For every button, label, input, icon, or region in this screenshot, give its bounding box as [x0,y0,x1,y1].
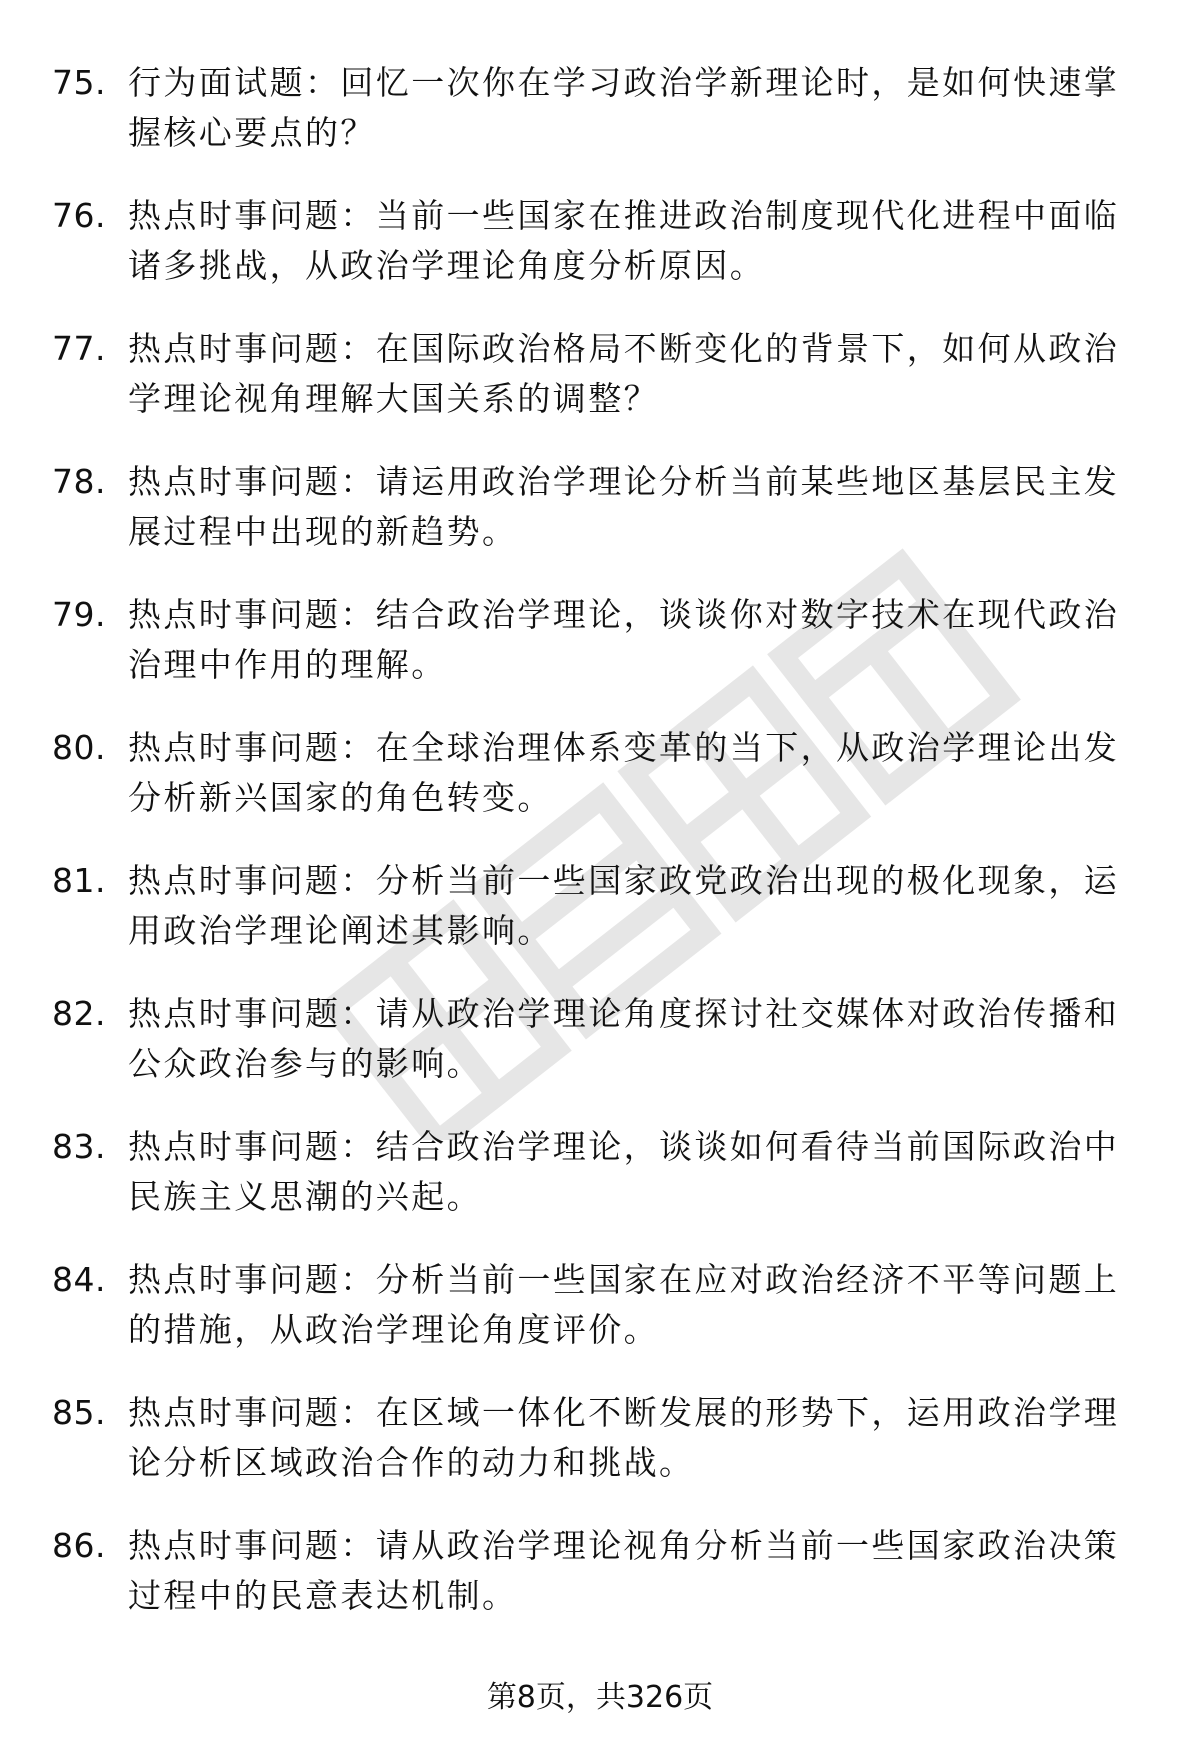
question-text: 热点时事问题：结合政治学理论，谈谈你对数字技术在现代政治治理中作用的理解。 [128,595,1120,684]
list-item [52,457,1152,557]
list-item [52,989,1152,1089]
question-number: 83. [52,1127,106,1166]
question-number: 80. [52,728,106,767]
question-number: 76. [52,196,106,235]
page-number-footer: 第8页，共326页 [486,1680,714,1715]
question-text: 热点时事问题：在国际政治格局不断变化的背景下，如何从政治学理论视角理解大国关系的调整？ [128,329,1120,418]
question-number: 77. [52,329,106,368]
list-item [52,590,1152,690]
question-number: 86. [52,1526,106,1565]
list-item [52,191,1152,291]
question-number: 78. [52,462,106,501]
question-text: 热点时事问题：请从政治学理论视角分析当前一些国家政治决策过程中的民意表达机制。 [128,1526,1120,1615]
list-item [52,856,1152,956]
question-number: 81. [52,861,106,900]
list-item [52,1255,1152,1355]
list-item [52,1388,1152,1488]
list-item [52,1521,1152,1621]
list-item [52,58,1152,158]
question-text: 行为面试题：回忆一次你在学习政治学新理论时，是如何快速掌握核心要点的？ [128,63,1120,152]
question-number: 75. [52,63,106,102]
question-text: 热点时事问题：分析当前一些国家在应对政治经济不平等问题上的措施，从政治学理论角度评价。 [128,1260,1120,1349]
question-number: 79. [52,595,106,634]
question-text: 热点时事问题：请运用政治学理论分析当前某些地区基层民主发展过程中出现的新趋势。 [128,462,1120,551]
list-item [52,1122,1152,1222]
question-text: 热点时事问题：在区域一体化不断发展的形势下，运用政治学理论分析区域政治合作的动力和挑战。 [128,1393,1120,1482]
question-list [52,58,1152,1654]
question-text: 热点时事问题：请从政治学理论角度探讨社交媒体对政治传播和公众政治参与的影响。 [128,994,1120,1083]
question-text: 热点时事问题：在全球治理体系变革的当下，从政治学理论出发分析新兴国家的角色转变。 [128,728,1120,817]
question-number: 84. [52,1260,106,1299]
list-item [52,723,1152,823]
question-number: 85. [52,1393,106,1432]
question-text: 热点时事问题：结合政治学理论，谈谈如何看待当前国际政治中民族主义思潮的兴起。 [128,1127,1120,1216]
list-item [52,324,1152,424]
question-number: 82. [52,994,106,1033]
question-text: 热点时事问题：分析当前一些国家政党政治出现的极化现象，运用政治学理论阐述其影响。 [128,861,1120,950]
question-text: 热点时事问题：当前一些国家在推进政治制度现代化进程中面临诸多挑战，从政治学理论角度分析原因。 [128,196,1120,285]
